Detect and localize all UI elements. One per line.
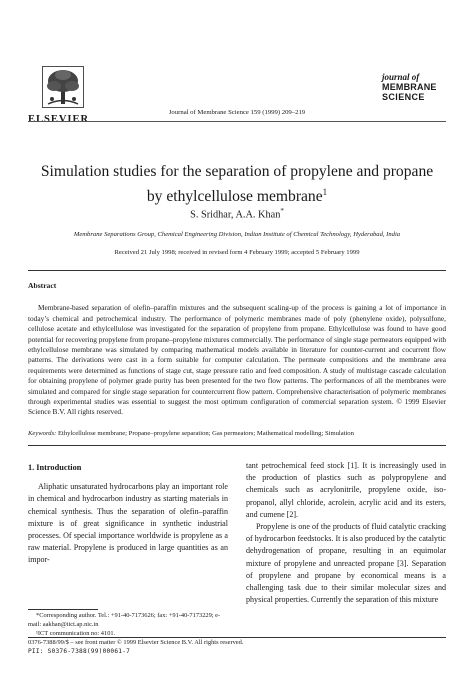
journal-citation: Journal of Membrane Science 159 (1999) 209–219 xyxy=(168,109,306,116)
intro-paragraph-2: Propylene is one of the products of fluid catalytic cracking of hydrocarbon feedstocks. It is also produced by the catalytic dehydrogenation of propane, resulting in an equimolar mixture of propylene and unreacted propane [3]. Separation of propylene and propane by economical means is a challenging task due to their similar molecular sizes and physical properties. Currently the separation of this mixture xyxy=(246,522,446,605)
abstract-bottom-rule xyxy=(28,445,446,446)
keywords-label: Keywords: xyxy=(28,430,57,437)
abstract-heading: Abstract xyxy=(28,281,57,290)
authors-text: S. Sridhar, A.A. Khan xyxy=(190,209,281,221)
footnote-ict: ¹ICT communication no: 4101. xyxy=(36,630,116,637)
journal-logo xyxy=(382,72,446,102)
intro-paragraph-continued: tant petrochemical feed stock [1]. It is increasingly used in the production of plastics such as polypropylene and chemicals such as acrylonitrile, propylene oxide, iso-propanol, allyl chloride, acrolein, acrylic acid and its esters, and cumene [2]. xyxy=(246,461,446,519)
issn-line: 0376-7388/99/$ – see front matter © 1999 Elsevier Science B.V. All rights reserved. xyxy=(28,639,244,646)
keywords-list: Ethylcellulose membrane; Propane–propylene separation; Gas permeators; Mathematical modelling; Simulation xyxy=(57,430,354,437)
article-title xyxy=(40,162,434,207)
footnote-corresponding-author: *Corresponding author. Tel.: +91-40-7173626; fax: +91-40-7173229; e-mail: aakhan@iict.ap.nic.in xyxy=(28,612,221,628)
bottom-rule xyxy=(28,637,446,638)
abstract-top-rule xyxy=(28,270,446,271)
corresponding-author-mark: * xyxy=(280,207,284,215)
right-column xyxy=(246,460,446,606)
footnote-rule xyxy=(28,609,98,610)
keywords xyxy=(28,430,446,437)
journal-logo-line1: journal of xyxy=(382,72,420,82)
footnotes xyxy=(28,611,228,638)
submission-dates: Received 21 July 1998; received in revised form 4 February 1999; accepted 5 February 1999 xyxy=(114,249,360,256)
pii-line: PII: S0376-7388(99)00061-7 xyxy=(28,647,131,655)
abstract-body: Membrane-based separation of olefin–paraffin mixtures and the subsequent scaling-up of the process is gaining a lot of importance in today’s chemical and petrochemical industry. The performance of polymeric membranes made of poly (phenylene oxide), polysulfone, cellulose acetate and ethylcellulose was investigated for the separation of propylene from propane. Ethylcellulose was found to have good potential for recovering propylene from propane–propylene mixtures commercially. The performance of single stage permeators equipped with ethylcellulose membrane was simulated by comparing mathematical models available in literature for counter-current and cocurrent flow patterns. The derivations were cast in a form suitable for computer calculation. The permeate compositions and the membrane area requirements were determined as functions of stage cut, stage pressure ratio and feed composition. A study of multistage cascade calculation for obtaining propylene of polymer grade purity has been presented for the two flow patterns. The performances of all the membranes were simulated and compared for single stage separation for countercurrent flow pattern. Comprehensive characterisation of polymeric membranes through experimental studies was essential to suggest the most optimum configuration of commercial separation system. © 1999 Elsevier Science B.V. All rights reserved. xyxy=(28,303,447,417)
title-footnote-mark: 1 xyxy=(322,187,328,197)
affiliation: Membrane Separations Group, Chemical Engineering Division, Indian Institute of Chemical Technology, Hyderabad, India xyxy=(73,231,401,238)
article-title-text: Simulation studies for the separation of propylene and propane by ethylcellulose membrane xyxy=(40,163,434,206)
section-heading-introduction: 1. Introduction xyxy=(28,463,82,472)
left-column xyxy=(28,462,228,567)
header-divider xyxy=(28,121,446,122)
elsevier-logo xyxy=(28,66,98,125)
publisher-name: ELSEVIER xyxy=(28,114,90,125)
journal-logo-line3: SCIENCE xyxy=(382,92,425,102)
authors xyxy=(0,207,474,220)
bottom-matter xyxy=(28,639,243,656)
intro-paragraph-1: Aliphatic unsaturated hydrocarbons play an important role in chemical and hydrocarbon industry as starting materials in chemical synthesis. Thus the separation of olefin–paraffin mixture is of great significance in synthetic industrial processes. Of special importance worldwide is propylene as a raw material. Propylene is produced in large quantities as an impor- xyxy=(28,482,228,565)
journal-logo-line2: MEMBRANE xyxy=(382,82,437,92)
elsevier-tree-icon xyxy=(42,66,84,108)
